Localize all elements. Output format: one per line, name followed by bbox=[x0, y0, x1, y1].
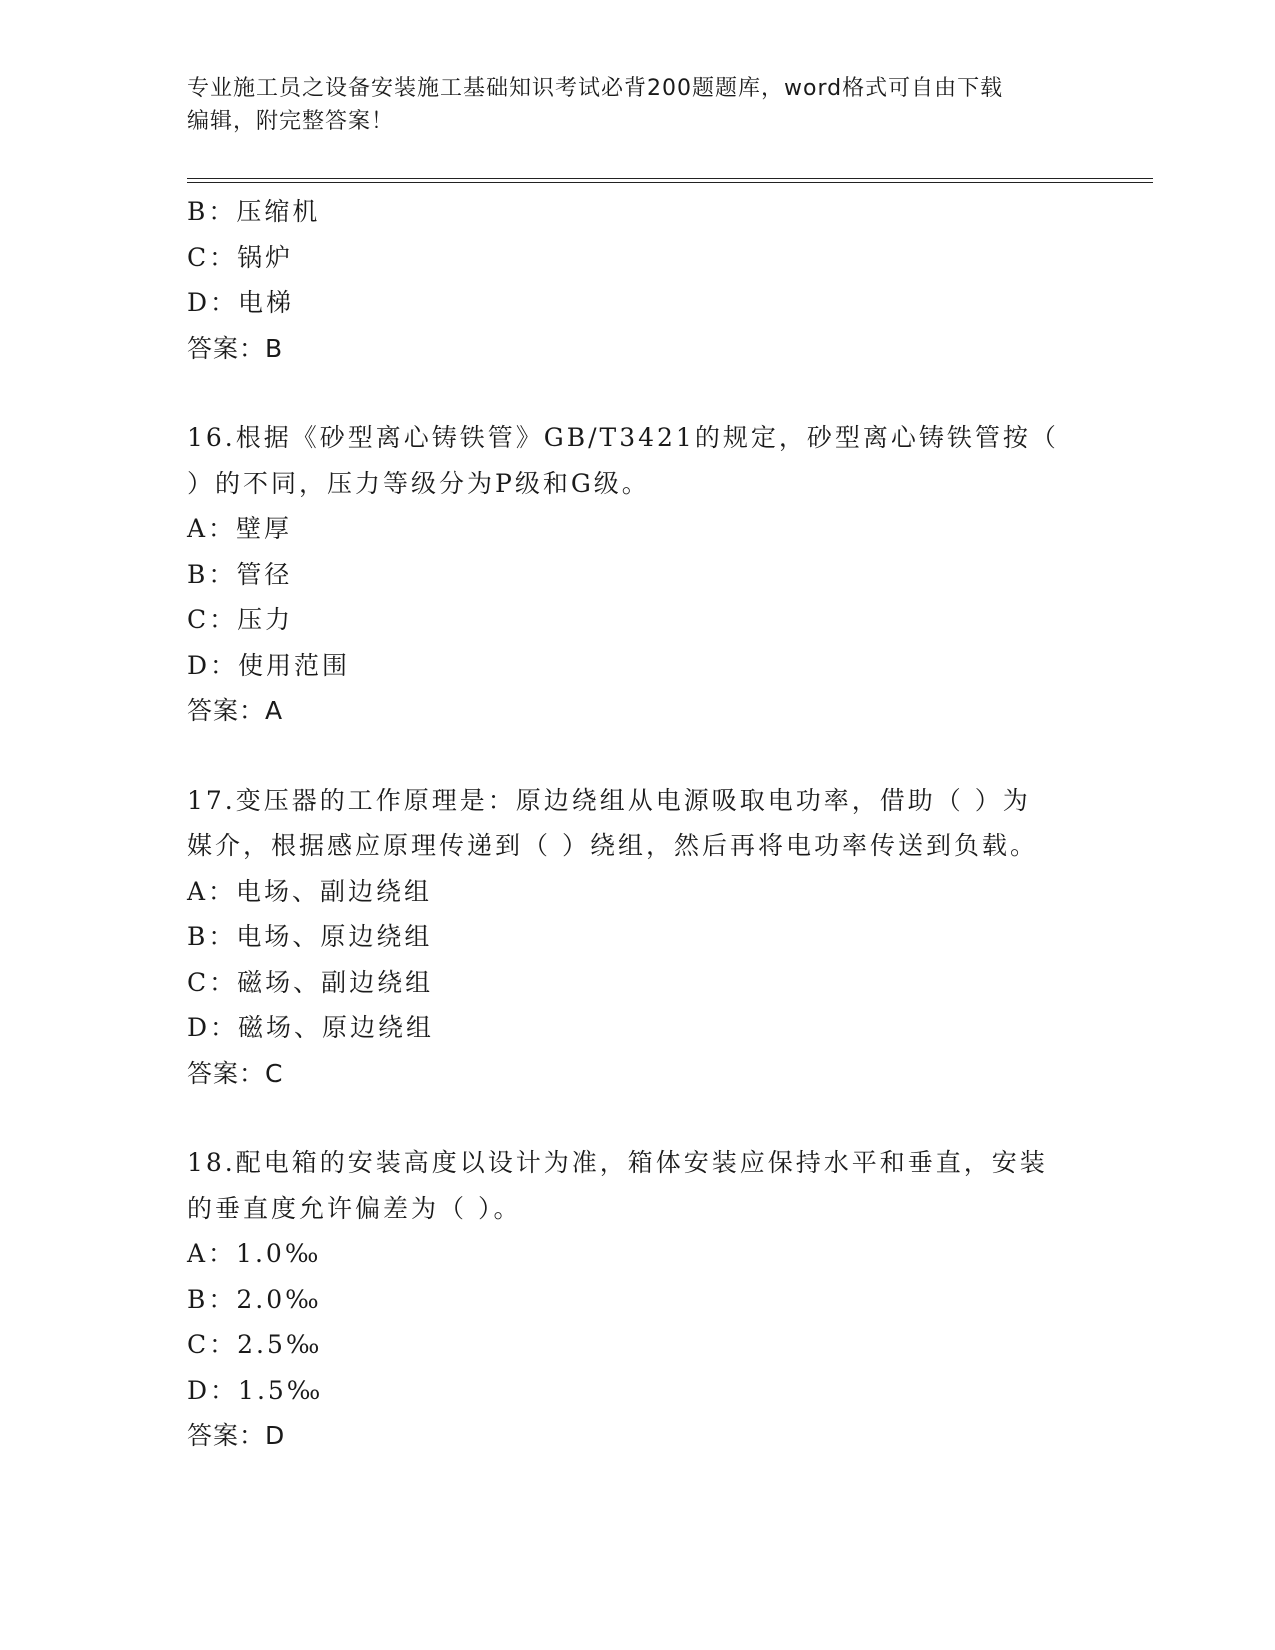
question-15 bbox=[187, 189, 1087, 371]
document-header bbox=[187, 72, 1087, 138]
option-c: C：锅炉 bbox=[187, 242, 294, 272]
spacer bbox=[187, 1096, 1087, 1140]
option-d: D：磁场、原边绕组 bbox=[187, 1013, 435, 1042]
answer: 答案：B bbox=[187, 333, 284, 363]
question-list bbox=[187, 189, 1087, 1459]
option-a: A：壁厚 bbox=[187, 514, 293, 543]
header-divider-bottom bbox=[187, 182, 1153, 183]
option-c: C：2.5‰ bbox=[187, 1330, 323, 1359]
option-a: A：电场、副边绕组 bbox=[187, 876, 433, 906]
question-stem-line-1: 18.配电箱的安装高度以设计为准，箱体安装应保持水平和垂直，安装 bbox=[187, 1148, 1048, 1177]
spacer bbox=[187, 371, 1087, 415]
option-b: B：电场、原边绕组 bbox=[187, 922, 433, 951]
question-16 bbox=[187, 415, 1087, 734]
header-line-2: 编辑，附完整答案！ bbox=[187, 109, 395, 134]
header-divider-top bbox=[187, 178, 1153, 179]
option-b: B：管径 bbox=[187, 559, 293, 589]
option-b: B：压缩机 bbox=[187, 197, 321, 226]
question-stem-line-2: 媒介，根据感应原理传递到（ ）绕组，然后再将电功率传送到负载。 bbox=[187, 831, 1038, 860]
answer: 答案：D bbox=[187, 1421, 286, 1450]
question-stem-line-1: 16.根据《砂型离心铸铁管》GB/T3421的规定，砂型离心铸铁管按（ bbox=[187, 423, 1059, 452]
question-stem-line-2: 的垂直度允许偏差为（ ）。 bbox=[187, 1193, 522, 1223]
option-d: D：1.5‰ bbox=[187, 1375, 324, 1405]
header-line-1: 专业施工员之设备安装施工基础知识考试必背200题题库，word格式可自由下载 bbox=[187, 76, 1004, 101]
option-c: C：磁场、副边绕组 bbox=[187, 967, 434, 997]
question-stem-line-2: ）的不同，压力等级分为P级和G级。 bbox=[187, 468, 650, 498]
question-17 bbox=[187, 778, 1087, 1097]
question-18 bbox=[187, 1140, 1087, 1459]
answer: 答案：C bbox=[187, 1058, 284, 1088]
option-d: D：电梯 bbox=[187, 288, 295, 317]
answer: 答案：A bbox=[187, 696, 284, 725]
option-c: C：压力 bbox=[187, 605, 294, 634]
option-b: B：2.0‰ bbox=[187, 1284, 322, 1314]
option-d: D：使用范围 bbox=[187, 650, 351, 680]
spacer bbox=[187, 734, 1087, 778]
option-a: A：1.0‰ bbox=[187, 1239, 322, 1268]
question-stem-line-1: 17.变压器的工作原理是：原边绕组从电源吸取电功率，借助（ ）为 bbox=[187, 785, 1031, 815]
